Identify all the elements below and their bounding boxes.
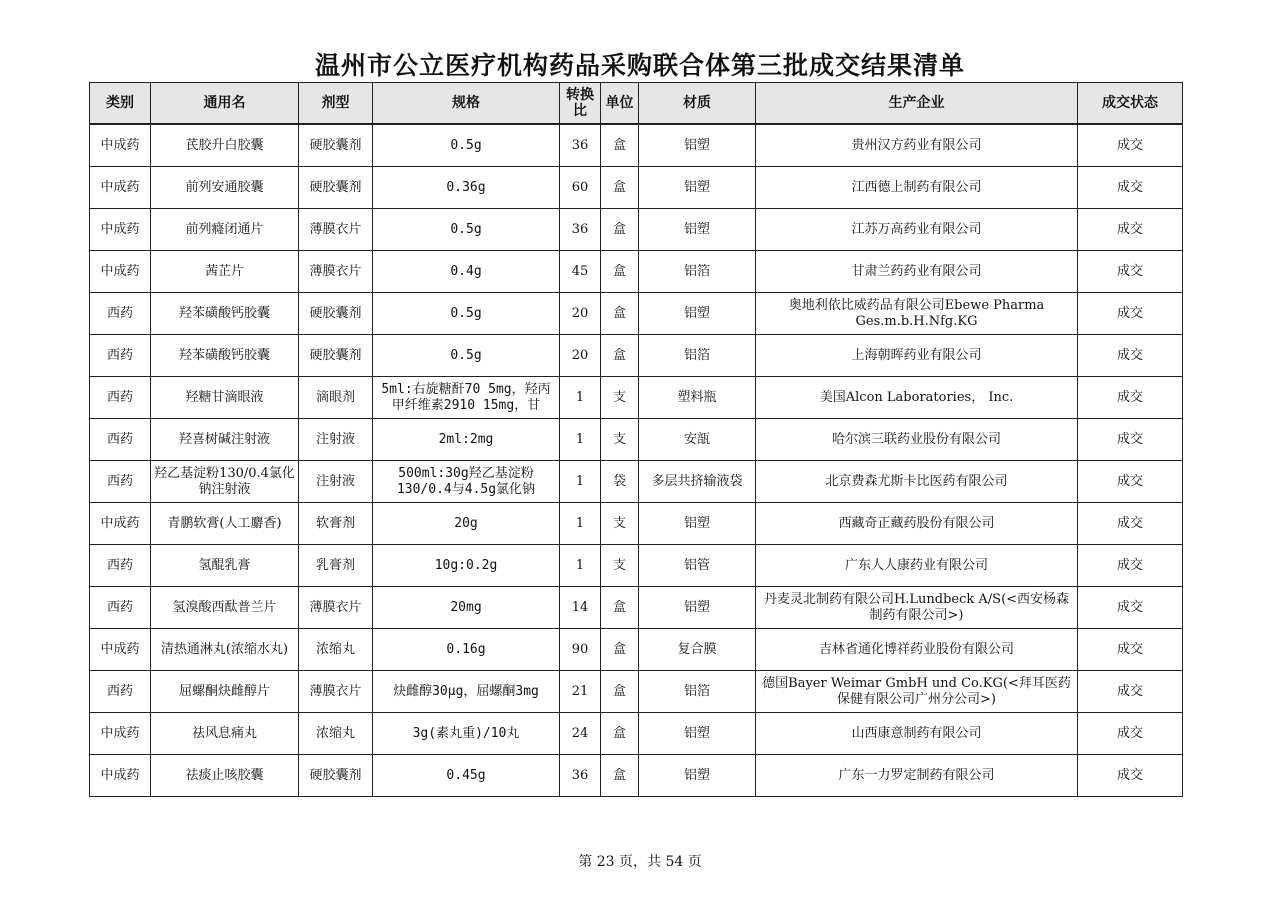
cell-unit: 盒: [601, 587, 639, 629]
cell-dosage-form: 注射液: [299, 419, 373, 461]
cell-material: 多层共挤输液袋: [639, 461, 756, 503]
header-material: 材质: [639, 83, 756, 125]
cell-deal-status: 成交: [1078, 124, 1183, 167]
cell-category: 西药: [90, 335, 151, 377]
cell-specification: 0.5g: [373, 293, 560, 335]
cell-generic-name: 氢溴酸西酞普兰片: [151, 587, 299, 629]
cell-deal-status: 成交: [1078, 461, 1183, 503]
cell-generic-name: 羟糖甘滴眼液: [151, 377, 299, 419]
cell-specification: 500ml:30g羟乙基淀粉130/0.4与4.5g氯化钠: [373, 461, 560, 503]
cell-specification: 炔雌醇30μg，屈螺酮3mg: [373, 671, 560, 713]
cell-dosage-form: 薄膜衣片: [299, 587, 373, 629]
cell-material: 铝箔: [639, 335, 756, 377]
cell-dosage-form: 滴眼剂: [299, 377, 373, 419]
cell-generic-name: 氢醌乳膏: [151, 545, 299, 587]
table-row: [90, 209, 1183, 251]
cell-dosage-form: 注射液: [299, 461, 373, 503]
cell-deal-status: 成交: [1078, 587, 1183, 629]
cell-category: 西药: [90, 587, 151, 629]
cell-deal-status: 成交: [1078, 755, 1183, 797]
cell-generic-name: 青鹏软膏(人工麝香): [151, 503, 299, 545]
cell-manufacturer: 江苏万高药业有限公司: [756, 209, 1078, 251]
cell-manufacturer: 贵州汉方药业有限公司: [756, 124, 1078, 167]
header-manufacturer: 生产企业: [756, 83, 1078, 125]
cell-generic-name: 前列安通胶囊: [151, 167, 299, 209]
cell-category: 西药: [90, 377, 151, 419]
cell-unit: 盒: [601, 335, 639, 377]
cell-conversion-ratio: 14: [560, 587, 601, 629]
cell-category: 中成药: [90, 124, 151, 167]
cell-deal-status: 成交: [1078, 335, 1183, 377]
header-generic-name: 通用名: [151, 83, 299, 125]
page-footer: 第 23 页，共 54 页: [578, 854, 702, 870]
cell-unit: 支: [601, 419, 639, 461]
cell-conversion-ratio: 90: [560, 629, 601, 671]
cell-manufacturer: 西藏奇正藏药股份有限公司: [756, 503, 1078, 545]
cell-conversion-ratio: 20: [560, 293, 601, 335]
cell-generic-name: 前列癃闭通片: [151, 209, 299, 251]
cell-specification: 0.5g: [373, 335, 560, 377]
cell-deal-status: 成交: [1078, 545, 1183, 587]
cell-manufacturer: 美国Alcon Laboratories， Inc.: [756, 377, 1078, 419]
cell-unit: 支: [601, 377, 639, 419]
cell-deal-status: 成交: [1078, 209, 1183, 251]
cell-category: 中成药: [90, 167, 151, 209]
cell-unit: 盒: [601, 293, 639, 335]
cell-specification: 20mg: [373, 587, 560, 629]
cell-conversion-ratio: 24: [560, 713, 601, 755]
cell-dosage-form: 硬胶囊剂: [299, 124, 373, 167]
table-body: [90, 124, 1183, 797]
cell-dosage-form: 硬胶囊剂: [299, 335, 373, 377]
cell-unit: 盒: [601, 167, 639, 209]
cell-deal-status: 成交: [1078, 251, 1183, 293]
document-title: 温州市公立医疗机构药品采购联合体第三批成交结果清单: [314, 51, 965, 80]
table-row: [90, 293, 1183, 335]
cell-material: 铝塑: [639, 293, 756, 335]
cell-generic-name: 茜芷片: [151, 251, 299, 293]
cell-generic-name: 羟喜树碱注射液: [151, 419, 299, 461]
table-row: [90, 251, 1183, 293]
cell-dosage-form: 硬胶囊剂: [299, 293, 373, 335]
cell-manufacturer: 哈尔滨三联药业股份有限公司: [756, 419, 1078, 461]
cell-dosage-form: 薄膜衣片: [299, 209, 373, 251]
cell-unit: 盒: [601, 629, 639, 671]
cell-material: 安瓿: [639, 419, 756, 461]
cell-manufacturer: 甘肃兰药药业有限公司: [756, 251, 1078, 293]
cell-generic-name: 羟苯磺酸钙胶囊: [151, 293, 299, 335]
cell-generic-name: 羟苯磺酸钙胶囊: [151, 335, 299, 377]
table-row: [90, 167, 1183, 209]
cell-manufacturer: 吉林省通化博祥药业股份有限公司: [756, 629, 1078, 671]
cell-unit: 袋: [601, 461, 639, 503]
cell-material: 铝塑: [639, 713, 756, 755]
cell-manufacturer: 上海朝晖药业有限公司: [756, 335, 1078, 377]
cell-conversion-ratio: 1: [560, 377, 601, 419]
cell-unit: 支: [601, 545, 639, 587]
cell-dosage-form: 硬胶囊剂: [299, 167, 373, 209]
table-row: [90, 713, 1183, 755]
cell-category: 西药: [90, 419, 151, 461]
cell-specification: 2ml:2mg: [373, 419, 560, 461]
cell-conversion-ratio: 36: [560, 209, 601, 251]
table-row: [90, 377, 1183, 419]
cell-deal-status: 成交: [1078, 377, 1183, 419]
cell-manufacturer: 山西康意制药有限公司: [756, 713, 1078, 755]
cell-deal-status: 成交: [1078, 167, 1183, 209]
cell-dosage-form: 乳膏剂: [299, 545, 373, 587]
cell-conversion-ratio: 60: [560, 167, 601, 209]
cell-specification: 0.45g: [373, 755, 560, 797]
cell-generic-name: 祛风息痛丸: [151, 713, 299, 755]
cell-material: 铝塑: [639, 587, 756, 629]
cell-material: 复合膜: [639, 629, 756, 671]
table-row: [90, 335, 1183, 377]
table-row: [90, 629, 1183, 671]
cell-category: 中成药: [90, 251, 151, 293]
cell-material: 铝塑: [639, 124, 756, 167]
header-deal-status: 成交状态: [1078, 83, 1183, 125]
cell-dosage-form: 浓缩丸: [299, 629, 373, 671]
cell-category: 中成药: [90, 503, 151, 545]
cell-material: 铝箔: [639, 671, 756, 713]
cell-deal-status: 成交: [1078, 713, 1183, 755]
cell-dosage-form: 薄膜衣片: [299, 251, 373, 293]
cell-generic-name: 祛痰止咳胶囊: [151, 755, 299, 797]
cell-specification: 0.4g: [373, 251, 560, 293]
cell-conversion-ratio: 36: [560, 124, 601, 167]
table-row: [90, 671, 1183, 713]
cell-dosage-form: 薄膜衣片: [299, 671, 373, 713]
cell-unit: 盒: [601, 755, 639, 797]
cell-specification: 10g:0.2g: [373, 545, 560, 587]
cell-material: 塑料瓶: [639, 377, 756, 419]
procurement-table: [89, 82, 1183, 797]
table-row: [90, 503, 1183, 545]
cell-deal-status: 成交: [1078, 419, 1183, 461]
cell-conversion-ratio: 1: [560, 419, 601, 461]
cell-manufacturer: 德国Bayer Weimar GmbH und Co.KG(<拜耳医药保健有限公司广州分公司>): [756, 671, 1078, 713]
cell-deal-status: 成交: [1078, 503, 1183, 545]
cell-material: 铝塑: [639, 209, 756, 251]
cell-category: 西药: [90, 461, 151, 503]
table-header-row: [90, 83, 1183, 125]
cell-dosage-form: 浓缩丸: [299, 713, 373, 755]
cell-generic-name: 屈螺酮炔雌醇片: [151, 671, 299, 713]
cell-conversion-ratio: 20: [560, 335, 601, 377]
cell-manufacturer: 奥地利依比威药品有限公司Ebewe Pharma Ges.m.b.H.Nfg.KG: [756, 293, 1078, 335]
cell-dosage-form: 硬胶囊剂: [299, 755, 373, 797]
table-row: [90, 461, 1183, 503]
cell-category: 中成药: [90, 755, 151, 797]
cell-specification: 0.16g: [373, 629, 560, 671]
cell-conversion-ratio: 1: [560, 461, 601, 503]
cell-generic-name: 羟乙基淀粉130/0.4氯化钠注射液: [151, 461, 299, 503]
cell-unit: 盒: [601, 713, 639, 755]
cell-material: 铝塑: [639, 503, 756, 545]
table-row: [90, 755, 1183, 797]
cell-specification: 0.5g: [373, 124, 560, 167]
table-row: [90, 587, 1183, 629]
cell-deal-status: 成交: [1078, 293, 1183, 335]
cell-unit: 盒: [601, 209, 639, 251]
cell-manufacturer: 广东人人康药业有限公司: [756, 545, 1078, 587]
cell-generic-name: 芪胶升白胶囊: [151, 124, 299, 167]
header-unit: 单位: [601, 83, 639, 125]
cell-generic-name: 清热通淋丸(浓缩水丸): [151, 629, 299, 671]
table-row: [90, 124, 1183, 167]
header-dosage-form: 剂型: [299, 83, 373, 125]
cell-dosage-form: 软膏剂: [299, 503, 373, 545]
cell-conversion-ratio: 1: [560, 503, 601, 545]
cell-category: 西药: [90, 545, 151, 587]
cell-manufacturer: 江西德上制药有限公司: [756, 167, 1078, 209]
cell-unit: 盒: [601, 251, 639, 293]
cell-category: 中成药: [90, 209, 151, 251]
cell-unit: 盒: [601, 671, 639, 713]
cell-category: 西药: [90, 671, 151, 713]
cell-conversion-ratio: 21: [560, 671, 601, 713]
cell-conversion-ratio: 1: [560, 545, 601, 587]
cell-specification: 0.5g: [373, 209, 560, 251]
cell-manufacturer: 丹麦灵北制药有限公司H.Lundbeck A/S(<西安杨森制药有限公司>): [756, 587, 1078, 629]
cell-specification: 0.36g: [373, 167, 560, 209]
cell-deal-status: 成交: [1078, 671, 1183, 713]
header-category: 类别: [90, 83, 151, 125]
cell-material: 铝箔: [639, 251, 756, 293]
cell-unit: 支: [601, 503, 639, 545]
cell-category: 中成药: [90, 629, 151, 671]
cell-specification: 3g(素丸重)/10丸: [373, 713, 560, 755]
table-row: [90, 419, 1183, 461]
cell-material: 铝塑: [639, 755, 756, 797]
table-row: [90, 545, 1183, 587]
cell-category: 西药: [90, 293, 151, 335]
cell-material: 铝管: [639, 545, 756, 587]
cell-category: 中成药: [90, 713, 151, 755]
header-conversion-ratio: 转换比: [560, 83, 601, 125]
cell-deal-status: 成交: [1078, 629, 1183, 671]
cell-material: 铝塑: [639, 167, 756, 209]
cell-manufacturer: 北京费森尤斯卡比医药有限公司: [756, 461, 1078, 503]
cell-unit: 盒: [601, 124, 639, 167]
cell-conversion-ratio: 36: [560, 755, 601, 797]
cell-specification: 20g: [373, 503, 560, 545]
cell-manufacturer: 广东一力罗定制药有限公司: [756, 755, 1078, 797]
cell-conversion-ratio: 45: [560, 251, 601, 293]
cell-specification: 5ml:右旋糖酐70 5mg，羟丙甲纤维素2910 15mg，甘: [373, 377, 560, 419]
header-specification: 规格: [373, 83, 560, 125]
